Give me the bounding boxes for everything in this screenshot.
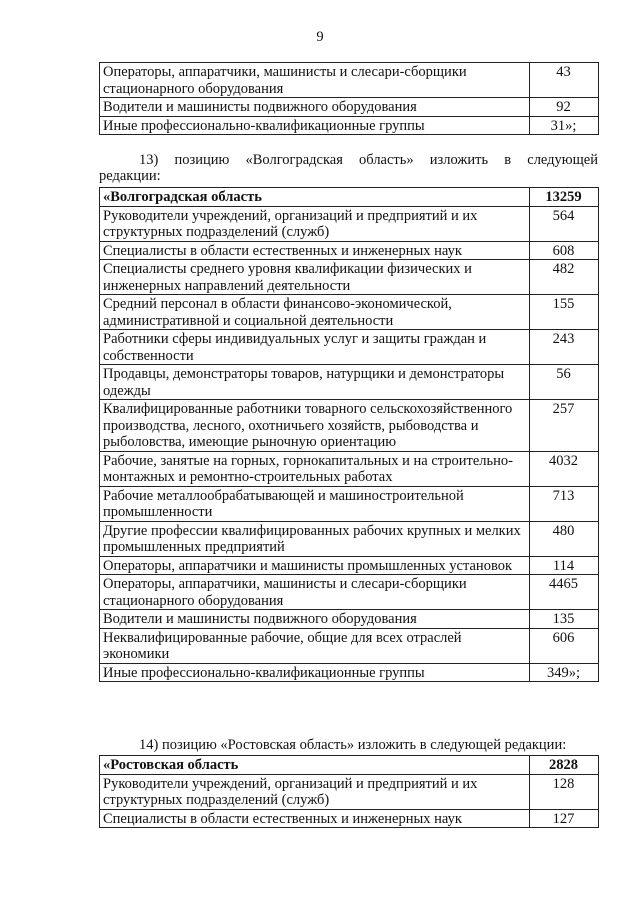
table-row bbox=[100, 610, 599, 629]
occupation-count: 31»; bbox=[530, 116, 599, 135]
occupation-count: 713 bbox=[530, 486, 599, 521]
region-name: «Волгоградская область bbox=[100, 188, 530, 207]
occupation-count: 127 bbox=[530, 809, 599, 828]
occupation-group: Иные профессионально-квалификационные группы bbox=[100, 663, 530, 682]
occupation-count: 92 bbox=[530, 98, 599, 117]
occupation-group: Руководители учреждений, организаций и предприятий и их структурных подразделений (служб) bbox=[100, 206, 530, 241]
occupation-count: 257 bbox=[530, 400, 599, 452]
occupation-count: 349»; bbox=[530, 663, 599, 682]
table-row bbox=[100, 774, 599, 809]
occupation-count: 128 bbox=[530, 774, 599, 809]
table-rostov bbox=[99, 755, 599, 828]
table-row bbox=[100, 628, 599, 663]
page-number: 9 bbox=[316, 29, 324, 45]
section-13-intro-text: 13) позицию «Волгоградская область» изложить в следующей bbox=[139, 152, 598, 168]
table-row bbox=[100, 295, 599, 330]
occupation-count: 564 bbox=[530, 206, 599, 241]
occupation-group: Специалисты в области естественных и инженерных наук bbox=[100, 241, 530, 260]
table-row bbox=[100, 116, 599, 135]
occupation-group: Средний персонал в области финансово-экономической, административной и социальной деятельности bbox=[100, 295, 530, 330]
occupation-group: Квалифицированные работники товарного сельскохозяйственного производства, лесного, охотничьего хозяйств, рыбоводства и рыболовства, имеющие рыночную ориентацию bbox=[100, 400, 530, 452]
region-name: «Ростовская область bbox=[100, 756, 530, 775]
occupation-group: Руководители учреждений, организаций и предприятий и их структурных подразделений (служб) bbox=[100, 774, 530, 809]
occupation-group: Операторы, аппаратчики, машинисты и слесари-сборщики стационарного оборудования bbox=[100, 63, 530, 98]
table-row bbox=[100, 98, 599, 117]
occupation-count: 480 bbox=[530, 521, 599, 556]
section-14-intro bbox=[99, 737, 566, 754]
section-13-intro-line1 bbox=[99, 152, 598, 169]
table-continuation bbox=[99, 62, 599, 135]
table-row bbox=[100, 365, 599, 400]
section-13-intro-line2: редакции: bbox=[99, 168, 161, 184]
table-volgograd bbox=[99, 187, 599, 682]
occupation-count: 606 bbox=[530, 628, 599, 663]
occupation-count: 43 bbox=[530, 63, 599, 98]
table-row bbox=[100, 521, 599, 556]
occupation-group: Иные профессионально-квалификационные группы bbox=[100, 116, 530, 135]
table-row bbox=[100, 486, 599, 521]
occupation-count: 608 bbox=[530, 241, 599, 260]
table-row bbox=[100, 260, 599, 295]
occupation-group: Специалисты среднего уровня квалификации физических и инженерных направлений деятельности bbox=[100, 260, 530, 295]
table-row bbox=[100, 330, 599, 365]
table-row bbox=[100, 809, 599, 828]
occupation-group: Операторы, аппаратчики, машинисты и слесари-сборщики стационарного оборудования bbox=[100, 575, 530, 610]
occupation-group: Рабочие металлообрабатывающей и машиностроительной промышленности bbox=[100, 486, 530, 521]
occupation-count: 114 bbox=[530, 556, 599, 575]
table-header-row bbox=[100, 756, 599, 775]
table-row bbox=[100, 400, 599, 452]
table-row bbox=[100, 663, 599, 682]
occupation-count: 155 bbox=[530, 295, 599, 330]
occupation-group: Операторы, аппаратчики и машинисты промышленных установок bbox=[100, 556, 530, 575]
occupation-group: Водители и машинисты подвижного оборудования bbox=[100, 610, 530, 629]
occupation-group: Другие профессии квалифицированных рабочих крупных и мелких промышленных предприятий bbox=[100, 521, 530, 556]
occupation-count: 243 bbox=[530, 330, 599, 365]
table-body bbox=[100, 63, 599, 135]
occupation-group: Специалисты в области естественных и инженерных наук bbox=[100, 809, 530, 828]
occupation-count: 482 bbox=[530, 260, 599, 295]
occupation-count: 56 bbox=[530, 365, 599, 400]
table-row bbox=[100, 241, 599, 260]
table-row bbox=[100, 63, 599, 98]
table-body bbox=[100, 774, 599, 828]
table-row bbox=[100, 206, 599, 241]
region-total: 13259 bbox=[530, 188, 599, 207]
occupation-count: 4465 bbox=[530, 575, 599, 610]
table-header-row bbox=[100, 188, 599, 207]
region-total: 2828 bbox=[530, 756, 599, 775]
occupation-group: Работники сферы индивидуальных услуг и защиты граждан и собственности bbox=[100, 330, 530, 365]
occupation-group: Продавцы, демонстраторы товаров, натурщики и демонстраторы одежды bbox=[100, 365, 530, 400]
occupation-group: Неквалифицированные рабочие, общие для всех отраслей экономики bbox=[100, 628, 530, 663]
table-row bbox=[100, 451, 599, 486]
occupation-count: 4032 bbox=[530, 451, 599, 486]
occupation-group: Водители и машинисты подвижного оборудования bbox=[100, 98, 530, 117]
table-row bbox=[100, 556, 599, 575]
section-14-intro-text: 14) позицию «Ростовская область» изложить в следующей редакции: bbox=[139, 737, 567, 753]
table-row bbox=[100, 575, 599, 610]
occupation-group: Рабочие, занятые на горных, горнокапитальных и на строительно-монтажных и ремонтно-строительных работах bbox=[100, 451, 530, 486]
occupation-count: 135 bbox=[530, 610, 599, 629]
table-body bbox=[100, 206, 599, 682]
